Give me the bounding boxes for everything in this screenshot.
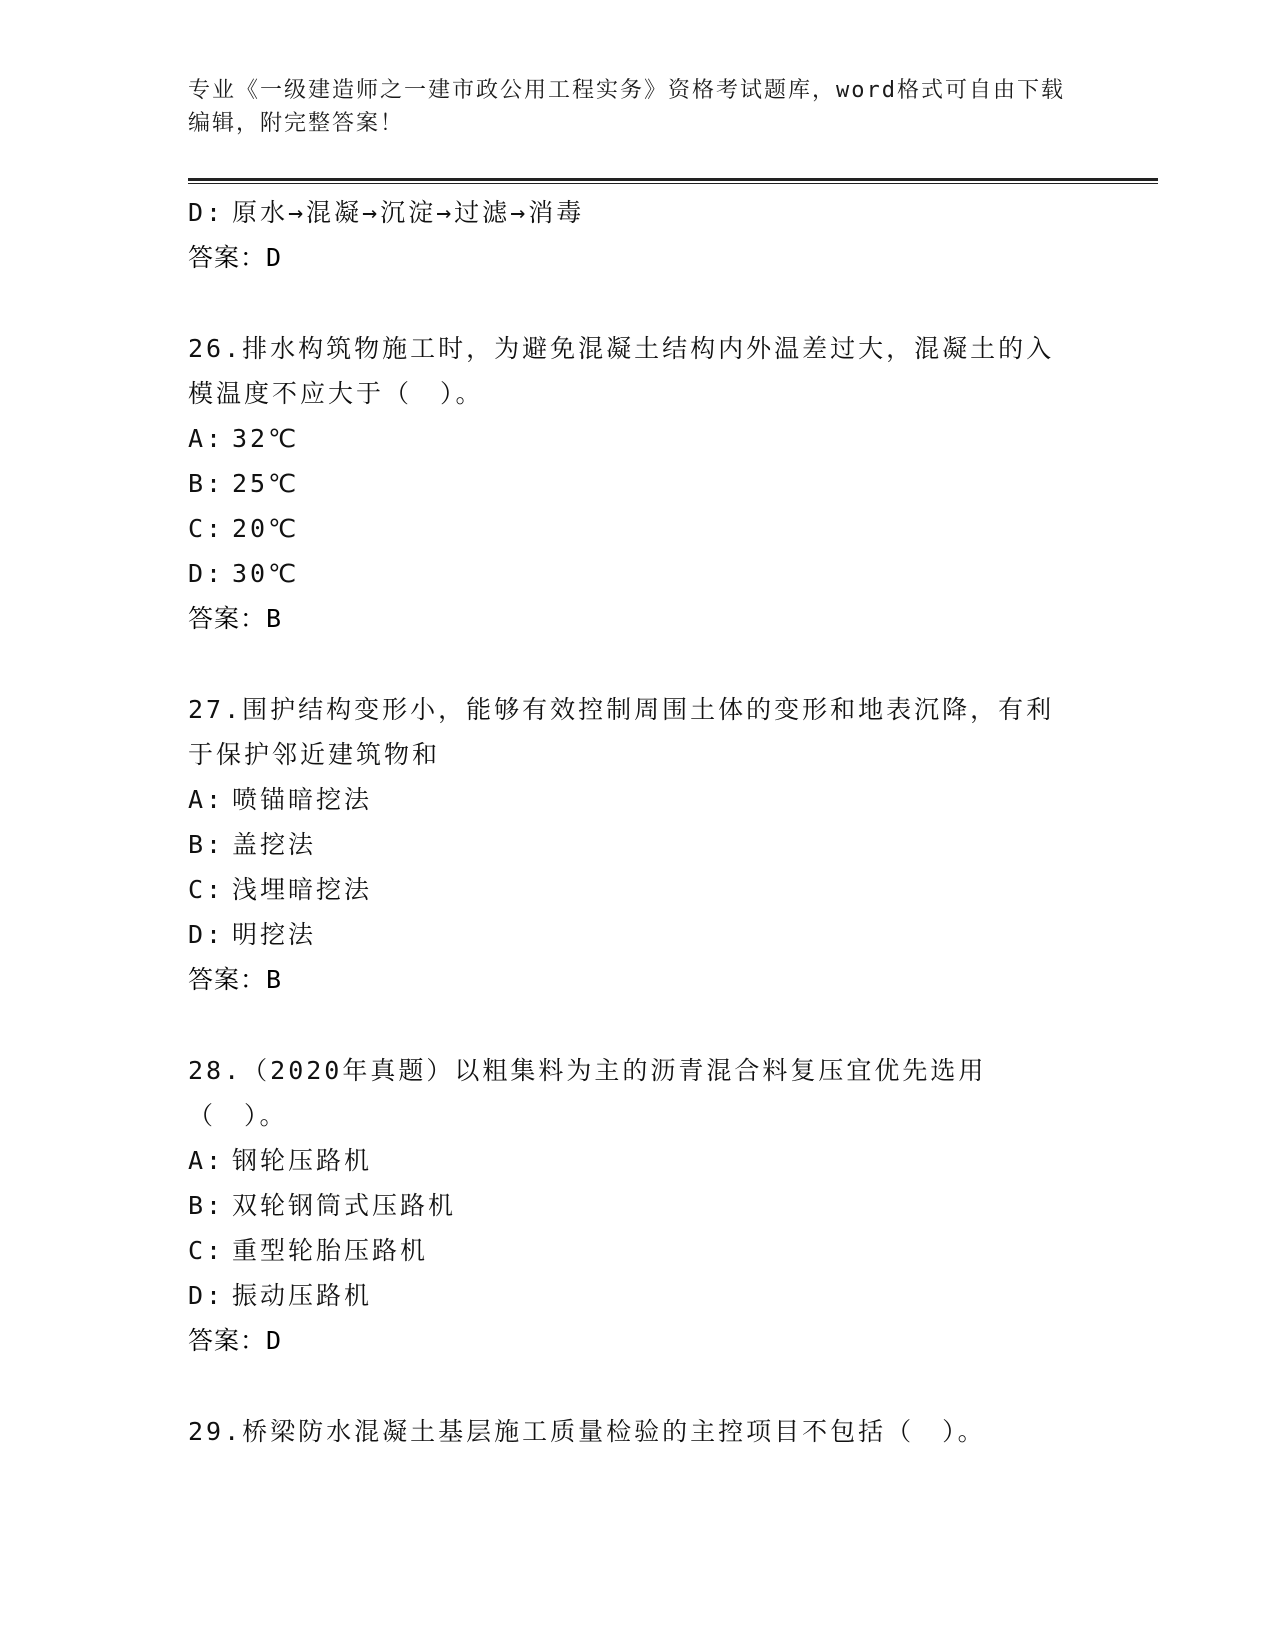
option-a: [188, 416, 1088, 461]
answer-label: 答案：: [188, 965, 267, 994]
option-label: A:: [188, 424, 225, 453]
answer-line: [188, 235, 1088, 281]
option-b: [188, 822, 1088, 867]
answer-value: B: [266, 965, 283, 994]
option-text: 振动压路机: [232, 1281, 373, 1310]
header-divider: [188, 178, 1158, 184]
option-c: [188, 1228, 1088, 1273]
option-b: [188, 461, 1088, 506]
option-text: 原水→混凝→沉淀→过滤→消毒: [232, 198, 585, 227]
answer-line: [188, 1318, 1088, 1364]
option-label: B:: [188, 469, 225, 498]
option-label: A:: [188, 1146, 225, 1175]
option-c: [188, 506, 1088, 551]
option-d: [188, 912, 1088, 957]
option-label: C:: [188, 1236, 225, 1265]
spacer: [188, 642, 1088, 687]
answer-value: B: [266, 604, 283, 633]
question-stem-29: 29.桥梁防水混凝土基层施工质量检验的主控项目不包括（ ）。: [188, 1417, 986, 1446]
option-a: [188, 1138, 1088, 1183]
option-text: 30℃: [232, 559, 300, 588]
option-label: D:: [188, 198, 225, 227]
option-text: 25℃: [232, 469, 300, 498]
option-text: 20℃: [232, 514, 300, 543]
option-a: [188, 777, 1088, 822]
page-header: 专业《一级建造师之一建市政公用工程实务》资格考试题库，word格式可自由下载编辑，附完整答案！: [188, 78, 1065, 136]
answer-value: D: [266, 243, 283, 272]
answer-value: D: [266, 1326, 283, 1355]
option-label: A:: [188, 785, 225, 814]
spacer: [188, 1364, 1088, 1409]
option-label: C:: [188, 514, 225, 543]
option-d: [188, 190, 1088, 235]
option-label: D:: [188, 920, 225, 949]
option-text: 喷锚暗挖法: [232, 785, 373, 814]
option-text: 盖挖法: [232, 830, 317, 859]
option-text: 32℃: [232, 424, 300, 453]
option-label: B:: [188, 1191, 225, 1220]
option-label: C:: [188, 875, 225, 904]
answer-line: [188, 957, 1088, 1003]
option-label: D:: [188, 1281, 225, 1310]
option-b: [188, 1183, 1088, 1228]
option-label: B:: [188, 830, 225, 859]
answer-line: [188, 596, 1088, 642]
answer-label: 答案：: [188, 1326, 267, 1355]
answer-label: 答案：: [188, 243, 267, 272]
option-d: [188, 1273, 1088, 1318]
option-text: 钢轮压路机: [232, 1146, 373, 1175]
question-content: [188, 190, 1088, 1454]
question-stem-28: 28.（2020年真题）以粗集料为主的沥青混合料复压宜优先选用（ ）。: [188, 1056, 987, 1130]
question-stem-27: 27.围护结构变形小，能够有效控制周围土体的变形和地表沉降，有利于保护邻近建筑物和: [188, 695, 1055, 769]
option-d: [188, 551, 1088, 596]
question-stem-26: 26.排水构筑物施工时，为避免混凝土结构内外温差过大，混凝土的入模温度不应大于（ ）。: [188, 334, 1055, 408]
option-text: 重型轮胎压路机: [232, 1236, 429, 1265]
answer-label: 答案：: [188, 604, 267, 633]
spacer: [188, 1003, 1088, 1048]
option-text: 双轮钢筒式压路机: [232, 1191, 457, 1220]
option-label: D:: [188, 559, 225, 588]
option-text: 浅埋暗挖法: [232, 875, 373, 904]
spacer: [188, 281, 1088, 326]
option-text: 明挖法: [232, 920, 317, 949]
option-c: [188, 867, 1088, 912]
